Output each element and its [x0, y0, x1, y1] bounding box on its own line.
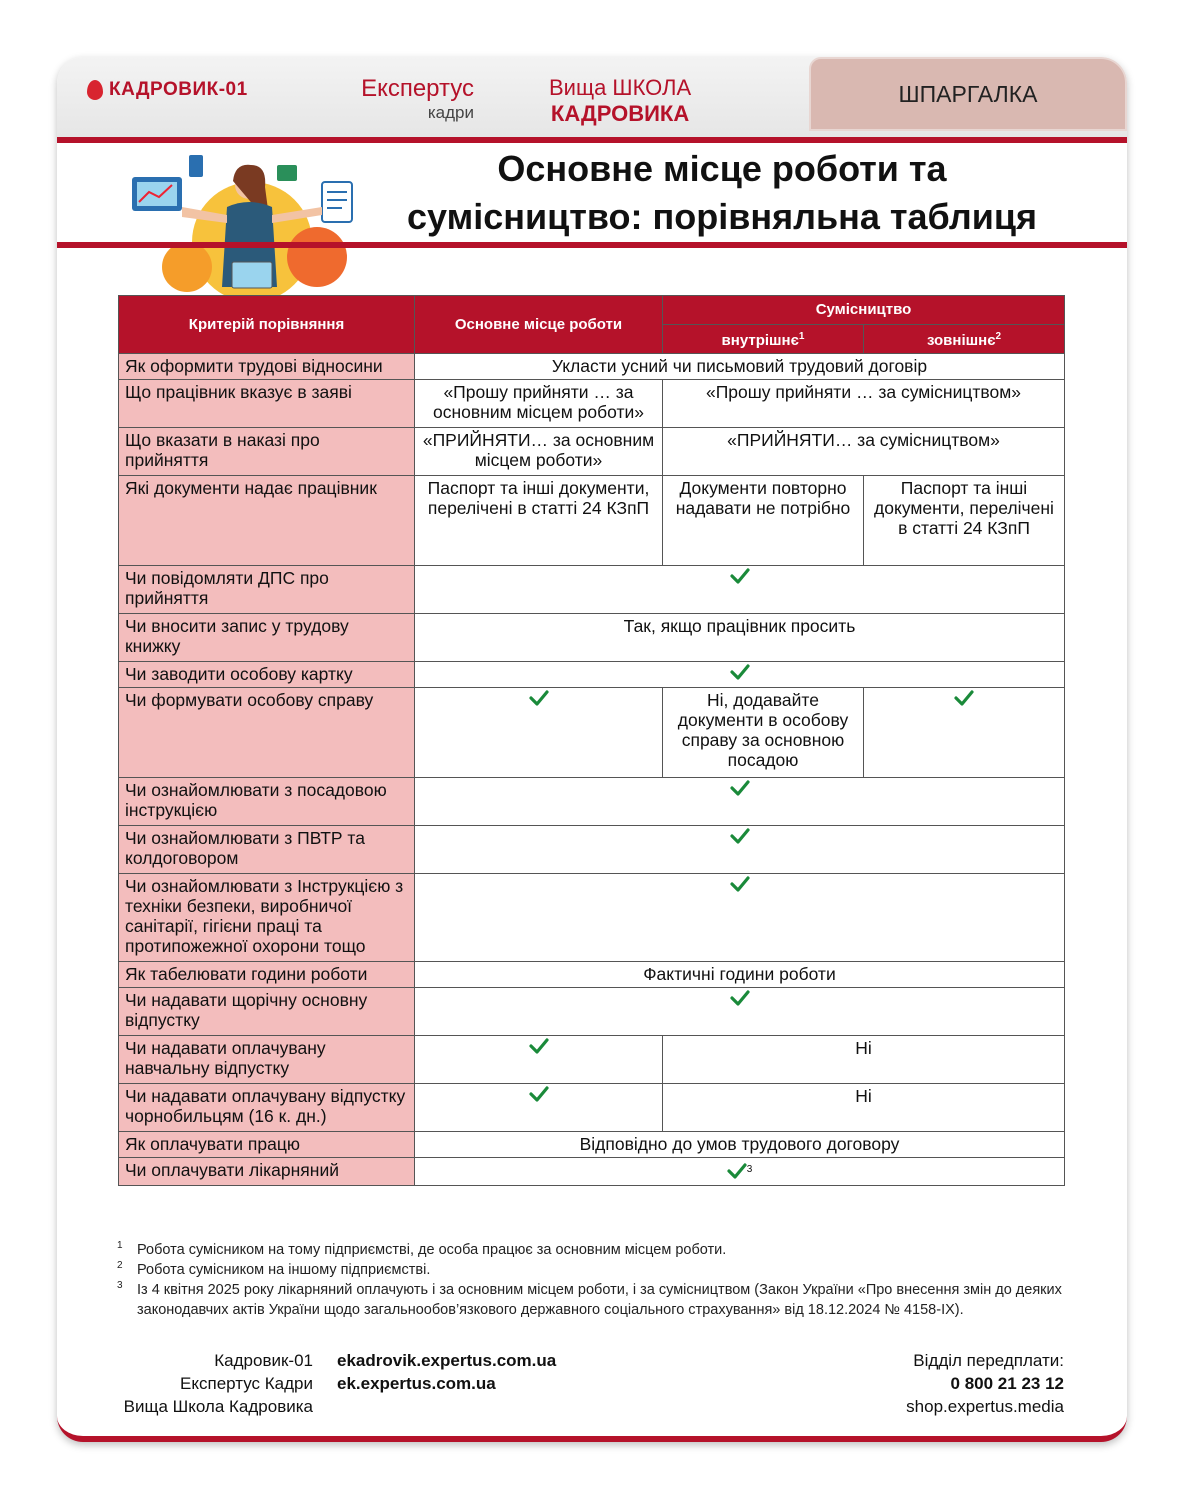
value-cell: Фактичні години роботи [415, 962, 1065, 988]
footnote-text: Робота сумісником на тому підприємстві, де особа працює за основним місцем роботи. [137, 1242, 727, 1258]
criterion-cell: Як табелювати години роботи [119, 962, 415, 988]
checkmark-icon [730, 876, 750, 892]
header-bar [57, 57, 1127, 143]
table-row [119, 778, 1065, 826]
criterion-cell: Чи ознайомлювати з ПВТР та колдоговором [119, 826, 415, 874]
subscription-phone[interactable]: 0 800 21 23 12 [950, 1374, 1064, 1393]
checkmark-icon [730, 990, 750, 1006]
logo2-line1: Експертус [361, 75, 474, 102]
footnote-number: 3 [117, 1280, 123, 1291]
main-cell: Паспорт та інші документи, перелічені в статті 24 КЗпП [415, 476, 663, 566]
checkmark-icon [529, 690, 549, 706]
expertus-logo [349, 75, 474, 123]
footnote-text: Робота сумісником на іншому підприємстві. [137, 1262, 431, 1278]
criterion-cell: Чи заводити особову картку [119, 662, 415, 688]
header-main: Основне місце роботи [415, 296, 663, 354]
checkmark-icon [727, 1163, 747, 1179]
footer-name: Кадровик-01 [214, 1351, 313, 1370]
criterion-cell: Чи повідомляти ДПС про прийняття [119, 566, 415, 614]
table-row [119, 874, 1065, 962]
table-row [119, 1132, 1065, 1158]
footer-sites [337, 1349, 556, 1395]
criterion-cell: Чи надавати оплачувану навчальну відпустку [119, 1036, 415, 1084]
internal-cell: Ні, додавайте документи в особову справу за основною посадою [663, 688, 864, 778]
criterion-cell: Чи вносити запис у трудову книжку [119, 614, 415, 662]
subscription-label: Відділ передплати: [913, 1351, 1064, 1370]
footer-name: Експертус Кадри [180, 1374, 313, 1393]
table-row [119, 1158, 1065, 1186]
header-criterion: Критерій порівняння [119, 296, 415, 354]
value-cell [415, 566, 1065, 614]
footer-name: Вища Школа Кадровика [123, 1397, 313, 1416]
footnote [117, 1260, 1077, 1280]
external-cell: Паспорт та інші документи, перелічені в статті 24 КЗпП [864, 476, 1065, 566]
value-cell [415, 874, 1065, 962]
title-divider [57, 242, 1127, 248]
value-cell [415, 662, 1065, 688]
footnote-ref-2: 2 [995, 331, 1002, 342]
footnote-number: 1 [117, 1240, 123, 1251]
table-row [119, 826, 1065, 874]
table-row [119, 428, 1065, 476]
header-internal [663, 325, 864, 354]
table-row [119, 962, 1065, 988]
header-internal-label: внутрішнє [721, 332, 799, 349]
value-cell [415, 778, 1065, 826]
criterion-cell: Що вказати в наказі про прийняття [119, 428, 415, 476]
value-cell [415, 988, 1065, 1036]
footnote-text: Із 4 квітня 2025 року лікарняний оплачують і за основним місцем роботи, і за сумісництвом (Закон України «Про внесення змін до деяких законодавчих актів України щодо загальнообов’язкового державного соціального страхування» від 18.12.2024 № 4158-IX). [137, 1282, 1062, 1318]
criterion-cell: Чи надавати щорічну основну відпустку [119, 988, 415, 1036]
table-row [119, 614, 1065, 662]
combo-cell: «ПРИЙНЯТИ… за сумісництвом» [663, 428, 1065, 476]
table-row [119, 662, 1065, 688]
logo3-line1: Вища ШКОЛА [549, 75, 692, 100]
kadrovyk-logo [87, 79, 248, 101]
footnote-ref-1: 1 [798, 331, 805, 342]
footnotes [117, 1240, 1077, 1320]
header-external [864, 325, 1065, 354]
comparison-table [118, 295, 1065, 1186]
criterion-cell: Чи надавати оплачувану відпустку чорнобильцям (16 к. дн.) [119, 1084, 415, 1132]
checkmark-icon [730, 568, 750, 584]
title-line2: сумісництво: порівняльна таблиця [407, 196, 1037, 237]
criterion-cell: Що працівник вказує в заяві [119, 380, 415, 428]
multitasking-woman-illustration [127, 147, 367, 297]
value-cell: Укласти усний чи письмовий трудовий договір [415, 354, 1065, 380]
value-cell [415, 826, 1065, 874]
cheatsheet-tab: ШПАРГАЛКА [809, 57, 1127, 131]
criterion-cell: Як оплачувати працю [119, 1132, 415, 1158]
header-combo: Сумісництво [663, 296, 1065, 325]
criterion-cell: Чи оплачувати лікарняний [119, 1158, 415, 1186]
header-external-label: зовнішнє [926, 332, 996, 349]
value-cell: Відповідно до умов трудового договору [415, 1132, 1065, 1158]
footer-site-link[interactable]: ek.expertus.com.ua [337, 1374, 496, 1393]
footer-subscription [807, 1349, 1064, 1418]
main-cell [415, 1036, 663, 1084]
main-cell [415, 1084, 663, 1132]
footnote [117, 1280, 1077, 1320]
criterion-cell: Чи ознайомлювати з Інструкцією з техніки безпеки, виробничої санітарії, гігієни праці та протипожежної охорони тощо [119, 874, 415, 962]
internal-cell: Документи повторно надавати не потрібно [663, 476, 864, 566]
school-logo [549, 75, 691, 127]
table-row [119, 988, 1065, 1036]
table-row [119, 354, 1065, 380]
footnote [117, 1240, 1077, 1260]
main-cell: «Прошу прийняти … за основним місцем роботи» [415, 380, 663, 428]
criterion-cell: Чи формувати особову справу [119, 688, 415, 778]
main-cell [415, 688, 663, 778]
checkmark-icon [529, 1086, 549, 1102]
external-cell [864, 688, 1065, 778]
table-row [119, 1036, 1065, 1084]
flame-icon [87, 80, 103, 100]
checkmark-icon [730, 780, 750, 796]
cheatsheet-card [57, 57, 1127, 1442]
logo2-line2: кадри [427, 103, 474, 122]
table-row [119, 476, 1065, 566]
footer-publications [117, 1349, 313, 1418]
table-row [119, 380, 1065, 428]
logo1-text: КАДРОВИК-01 [109, 79, 248, 100]
table-row [119, 566, 1065, 614]
main-cell: «ПРИЙНЯТИ… за основним місцем роботи» [415, 428, 663, 476]
combo-cell: «Прошу прийняти … за сумісництвом» [663, 380, 1065, 428]
criterion-cell: Які документи надає працівник [119, 476, 415, 566]
checkmark-icon [954, 690, 974, 706]
checkmark-icon [529, 1038, 549, 1054]
value-cell [415, 1158, 1065, 1186]
logo3-line2: КАДРОВИКА [550, 101, 690, 126]
criterion-cell: Чи ознайомлювати з посадовою інструкцією [119, 778, 415, 826]
table-row [119, 688, 1065, 778]
footer-site-link[interactable]: ekadrovik.expertus.com.ua [337, 1351, 557, 1370]
combo-cell: Ні [663, 1036, 1065, 1084]
value-cell: Так, якщо працівник просить [415, 614, 1065, 662]
checkmark-icon [730, 828, 750, 844]
footnote-number: 2 [117, 1260, 123, 1271]
table-row [119, 1084, 1065, 1132]
shop-link[interactable]: shop.expertus.media [906, 1397, 1064, 1416]
checkmark-icon [730, 664, 750, 680]
footnote-ref-3: 3 [746, 1164, 753, 1175]
title-line1: Основне місце роботи та [497, 148, 947, 189]
page-title [387, 145, 1057, 241]
criterion-cell: Як оформити трудові відносини [119, 354, 415, 380]
combo-cell: Ні [663, 1084, 1065, 1132]
